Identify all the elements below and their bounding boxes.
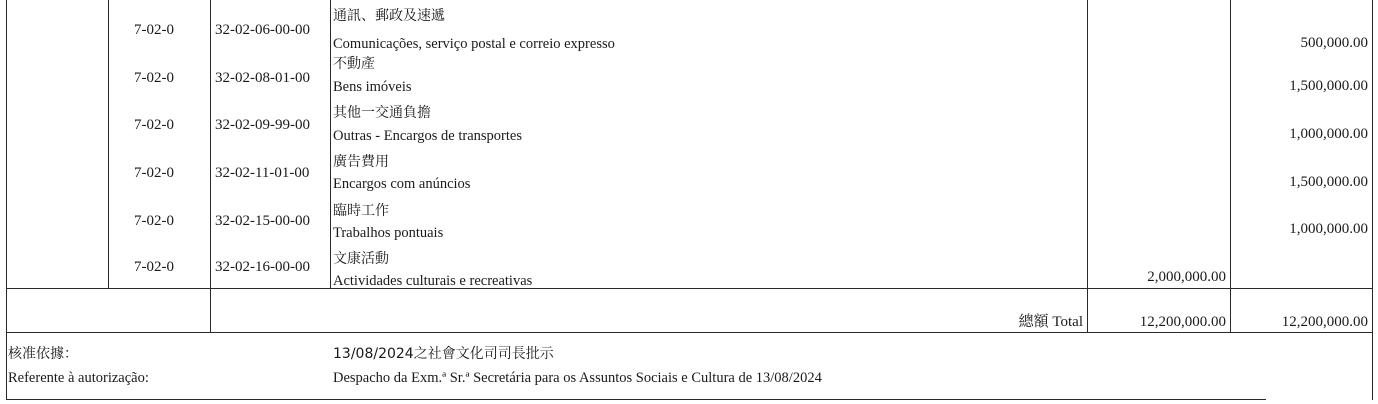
- row-desc-pt: Comunicações, serviço postal e correio expresso: [333, 36, 615, 52]
- row-divider: [6, 288, 1373, 289]
- row-code: 7-02-0: [134, 213, 174, 229]
- row-code: 7-02-0: [134, 70, 174, 86]
- total-amount-col1: 12,200,000.00: [1139, 314, 1226, 330]
- total-label: 總額 Total: [1018, 314, 1083, 330]
- row-desc-pt: Outras - Encargos de transportes: [333, 128, 522, 144]
- row-amount-col2: 500,000.00: [1300, 35, 1368, 51]
- row-account: 32-02-06-00-00: [215, 22, 310, 38]
- total-amount-col2: 12,200,000.00: [1281, 314, 1368, 330]
- row-amount-col2: 1,000,000.00: [1289, 221, 1368, 237]
- column-divider: [210, 0, 211, 332]
- row-desc-pt: Bens imóveis: [333, 79, 412, 95]
- row-desc-pt: Trabalhos pontuais: [333, 225, 444, 241]
- row-account: 32-02-16-00-00: [215, 259, 310, 275]
- row-account: 32-02-08-01-00: [215, 70, 310, 86]
- row-account: 32-02-15-00-00: [215, 213, 310, 229]
- row-desc-zh: 不動產: [333, 56, 375, 72]
- authorization-value-pt: Despacho da Exm.ª Sr.ª Secretária para os Assuntos Sociais e Cultura de 13/08/2024: [333, 370, 822, 386]
- column-divider: [330, 0, 331, 288]
- row-desc-pt: Actividades culturais e recreativas: [333, 273, 533, 289]
- row-amount-col1: 2,000,000.00: [1147, 269, 1226, 285]
- authorization-label-pt: Referente à autorização:: [8, 370, 149, 386]
- row-code: 7-02-0: [134, 259, 174, 275]
- row-account: 32-02-11-01-00: [215, 165, 310, 181]
- column-divider: [1087, 0, 1088, 332]
- row-desc-pt: Encargos com anúncios: [333, 176, 471, 192]
- row-desc-zh: 臨時工作: [333, 203, 389, 219]
- row-divider: [6, 332, 1373, 333]
- row-amount-col2: 1,500,000.00: [1289, 78, 1368, 94]
- row-code: 7-02-0: [134, 165, 174, 181]
- column-divider: [6, 0, 7, 400]
- authorization-label-zh: 核准依據：: [8, 346, 78, 362]
- row-amount-col2: 1,500,000.00: [1289, 174, 1368, 190]
- row-desc-zh: 通訊、郵政及速遞: [333, 8, 445, 24]
- row-account: 32-02-09-99-00: [215, 117, 310, 133]
- row-desc-zh: 廣告費用: [333, 154, 389, 170]
- row-desc-zh: 其他一交通負擔: [333, 105, 431, 121]
- row-desc-zh: 文康活動: [333, 251, 389, 267]
- column-divider: [108, 0, 109, 288]
- row-amount-col2: 1,000,000.00: [1289, 126, 1368, 142]
- row-code: 7-02-0: [134, 22, 174, 38]
- column-divider: [1372, 0, 1373, 400]
- row-code: 7-02-0: [134, 117, 174, 133]
- authorization-value-zh: 13/08/2024之社會文化司司長批示: [333, 346, 554, 362]
- row-divider: [6, 399, 1266, 400]
- column-divider: [1230, 0, 1231, 332]
